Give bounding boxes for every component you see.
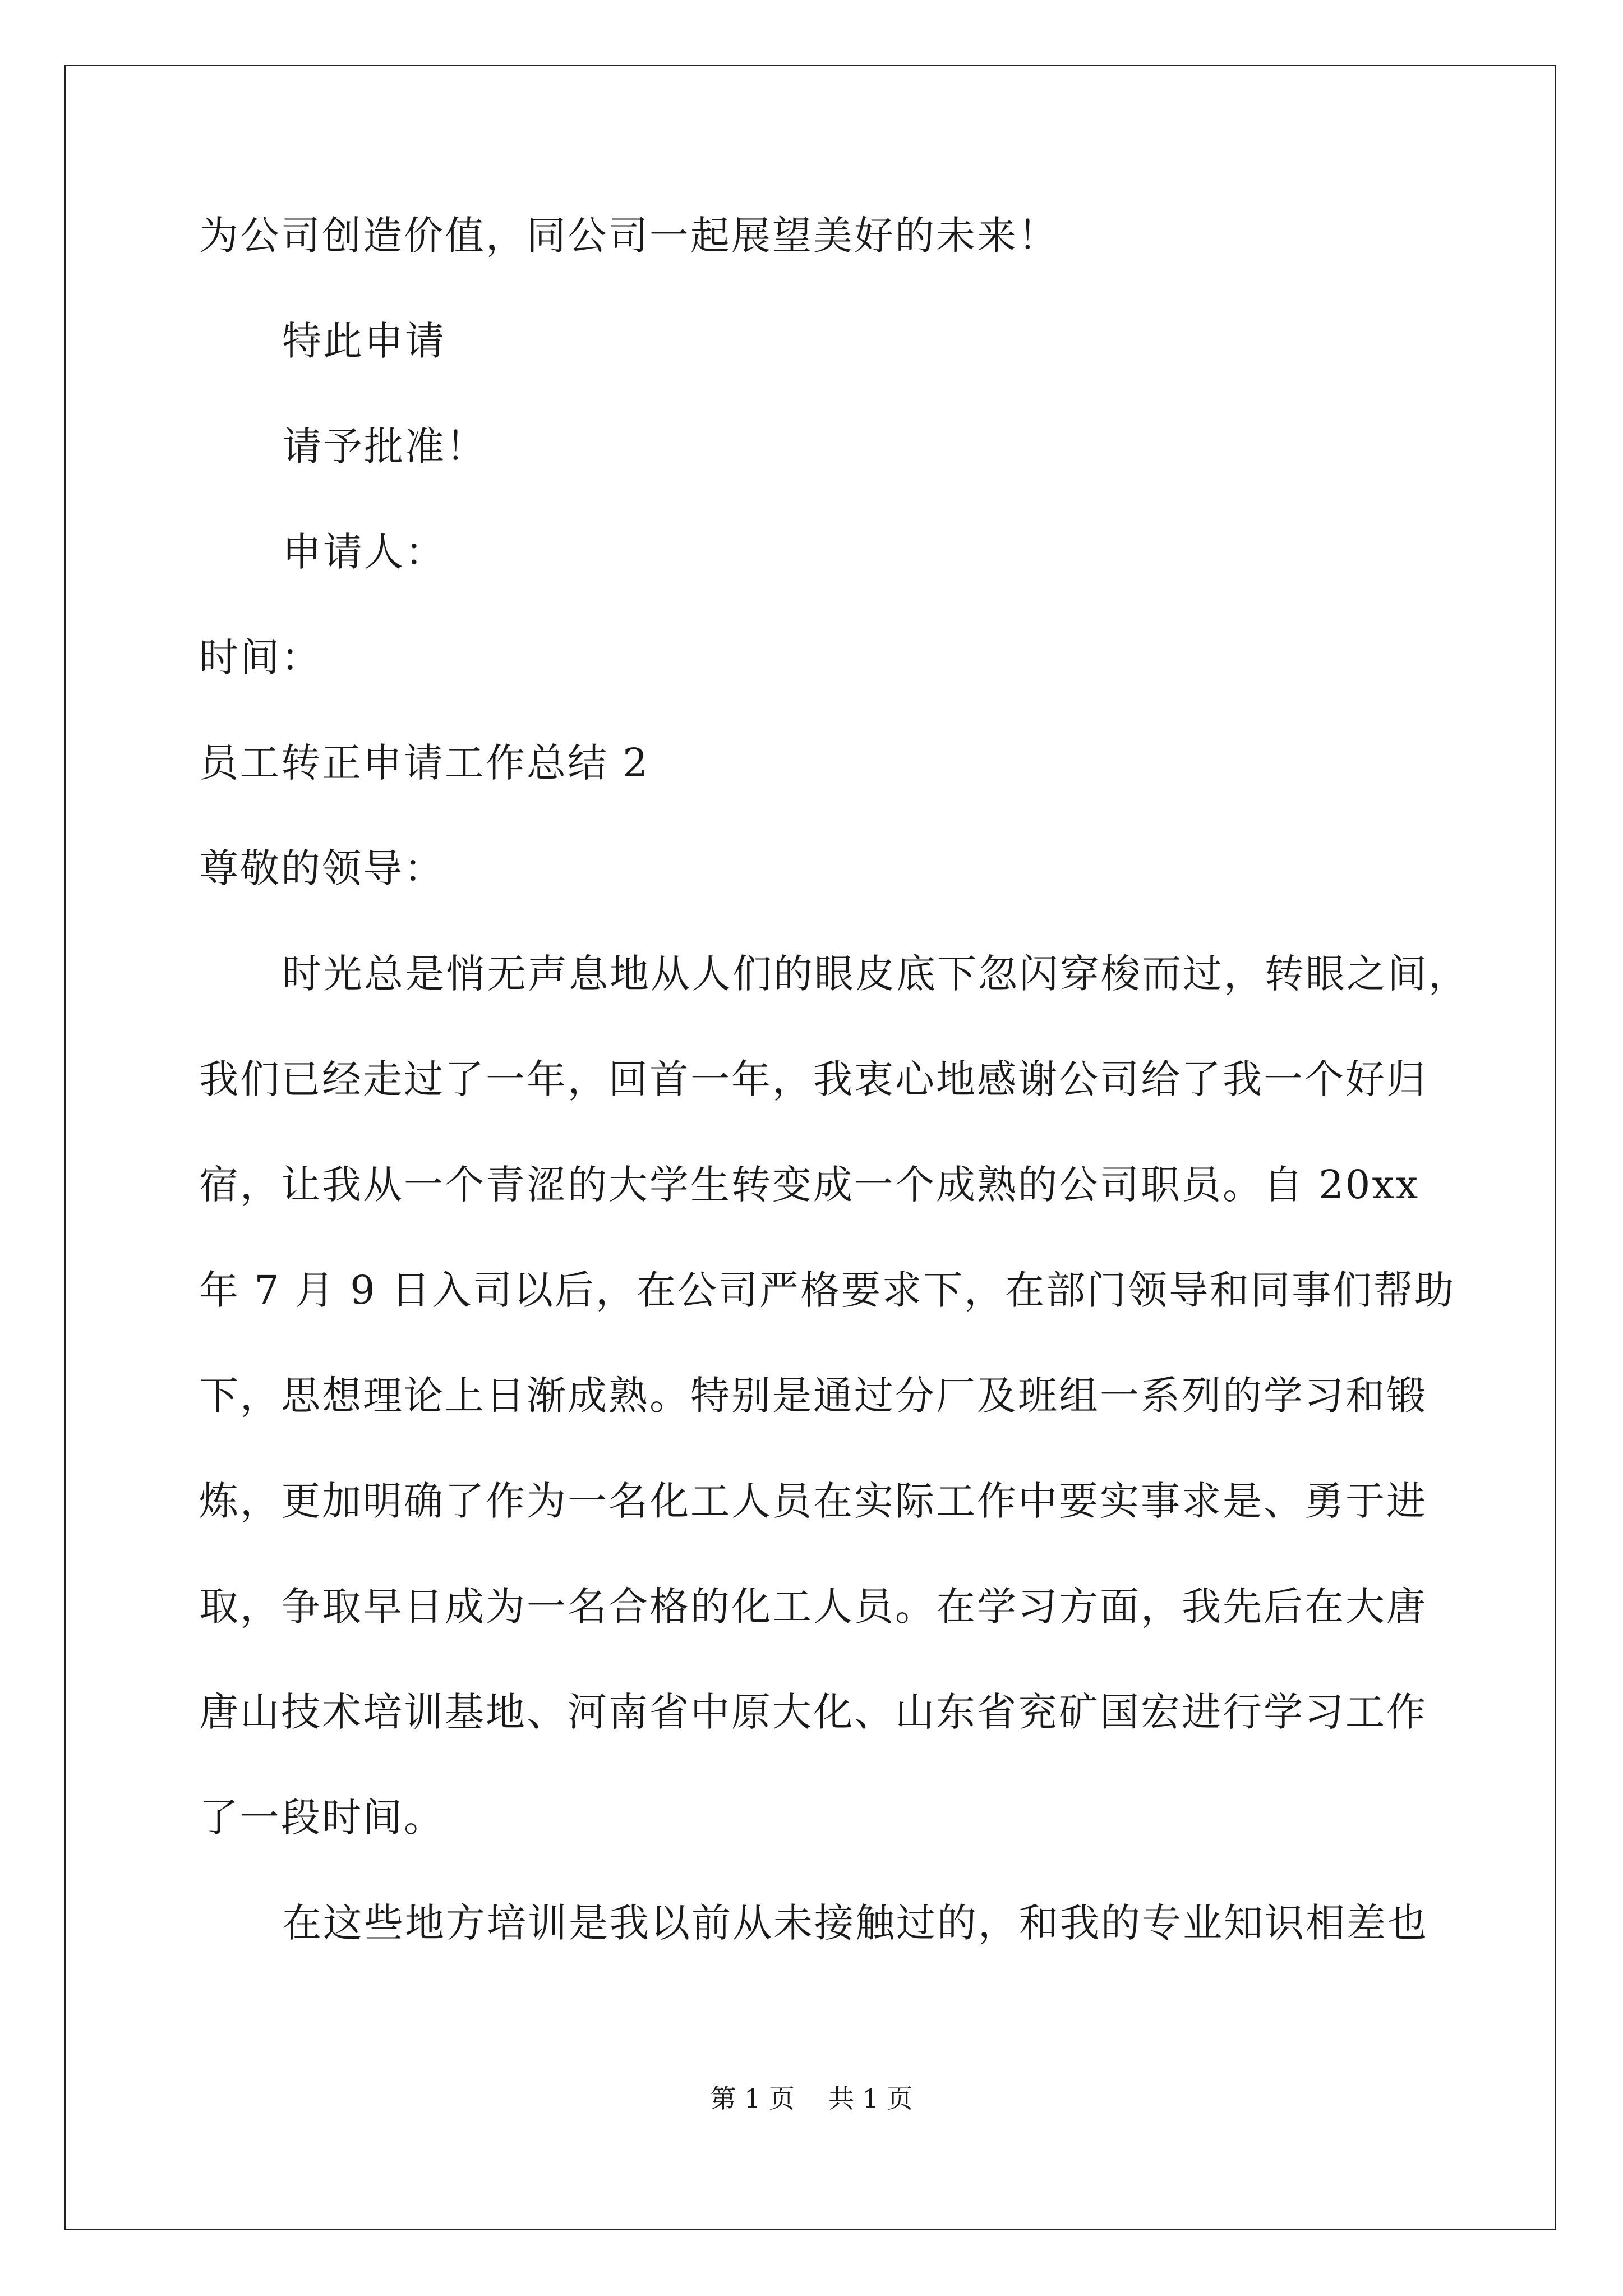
page-footer <box>0 2078 1623 2115</box>
text-line: 炼，更加明确了作为一名化工人员在实际工作中要实事求是、勇于进 <box>199 1478 1427 1524</box>
text-line: 取，争取早日成为一名合格的化工人员。在学习方面，我先后在大唐 <box>199 1584 1427 1630</box>
text-line: 唐山技术培训基地、河南省中原大化、山东省兖矿国宏进行学习工作 <box>199 1689 1427 1735</box>
text-line: 时间： <box>199 634 322 680</box>
text-line: 年 7 月 9 日入司以后，在公司严格要求下，在部门领导和同事们帮助 <box>199 1267 1456 1313</box>
text-line: 请予批准！ <box>282 424 487 470</box>
salutation: 尊敬的领导： <box>199 845 445 891</box>
document-body <box>199 208 1469 2000</box>
text-line: 下，思想理论上日渐成熟。特别是通过分厂及班组一系列的学习和锻 <box>199 1373 1427 1419</box>
text-line: 在这些地方培训是我以前从未接触过的，和我的专业知识相差也 <box>282 1900 1428 1946</box>
page-number-total: 共 1 页 <box>828 2083 913 2114</box>
page-number-current: 第 1 页 <box>710 2083 795 2114</box>
text-line: 申请人： <box>282 529 446 575</box>
text-line: 宿，让我从一个青涩的大学生转变成一个成熟的公司职员。自 20xx <box>199 1162 1420 1208</box>
text-line: 时光总是悄无声息地从人们的眼皮底下忽闪穿梭而过，转眼之间， <box>282 951 1469 997</box>
text-line: 特此申请 <box>282 318 446 364</box>
text-line: 了一段时间。 <box>199 1795 445 1841</box>
text-line: 我们已经走过了一年，回首一年，我衷心地感谢公司给了我一个好归 <box>199 1056 1427 1102</box>
section-heading: 员工转正申请工作总结 2 <box>199 740 649 786</box>
text-line: 为公司创造价值，同公司一起展望美好的未来！ <box>199 213 1059 259</box>
